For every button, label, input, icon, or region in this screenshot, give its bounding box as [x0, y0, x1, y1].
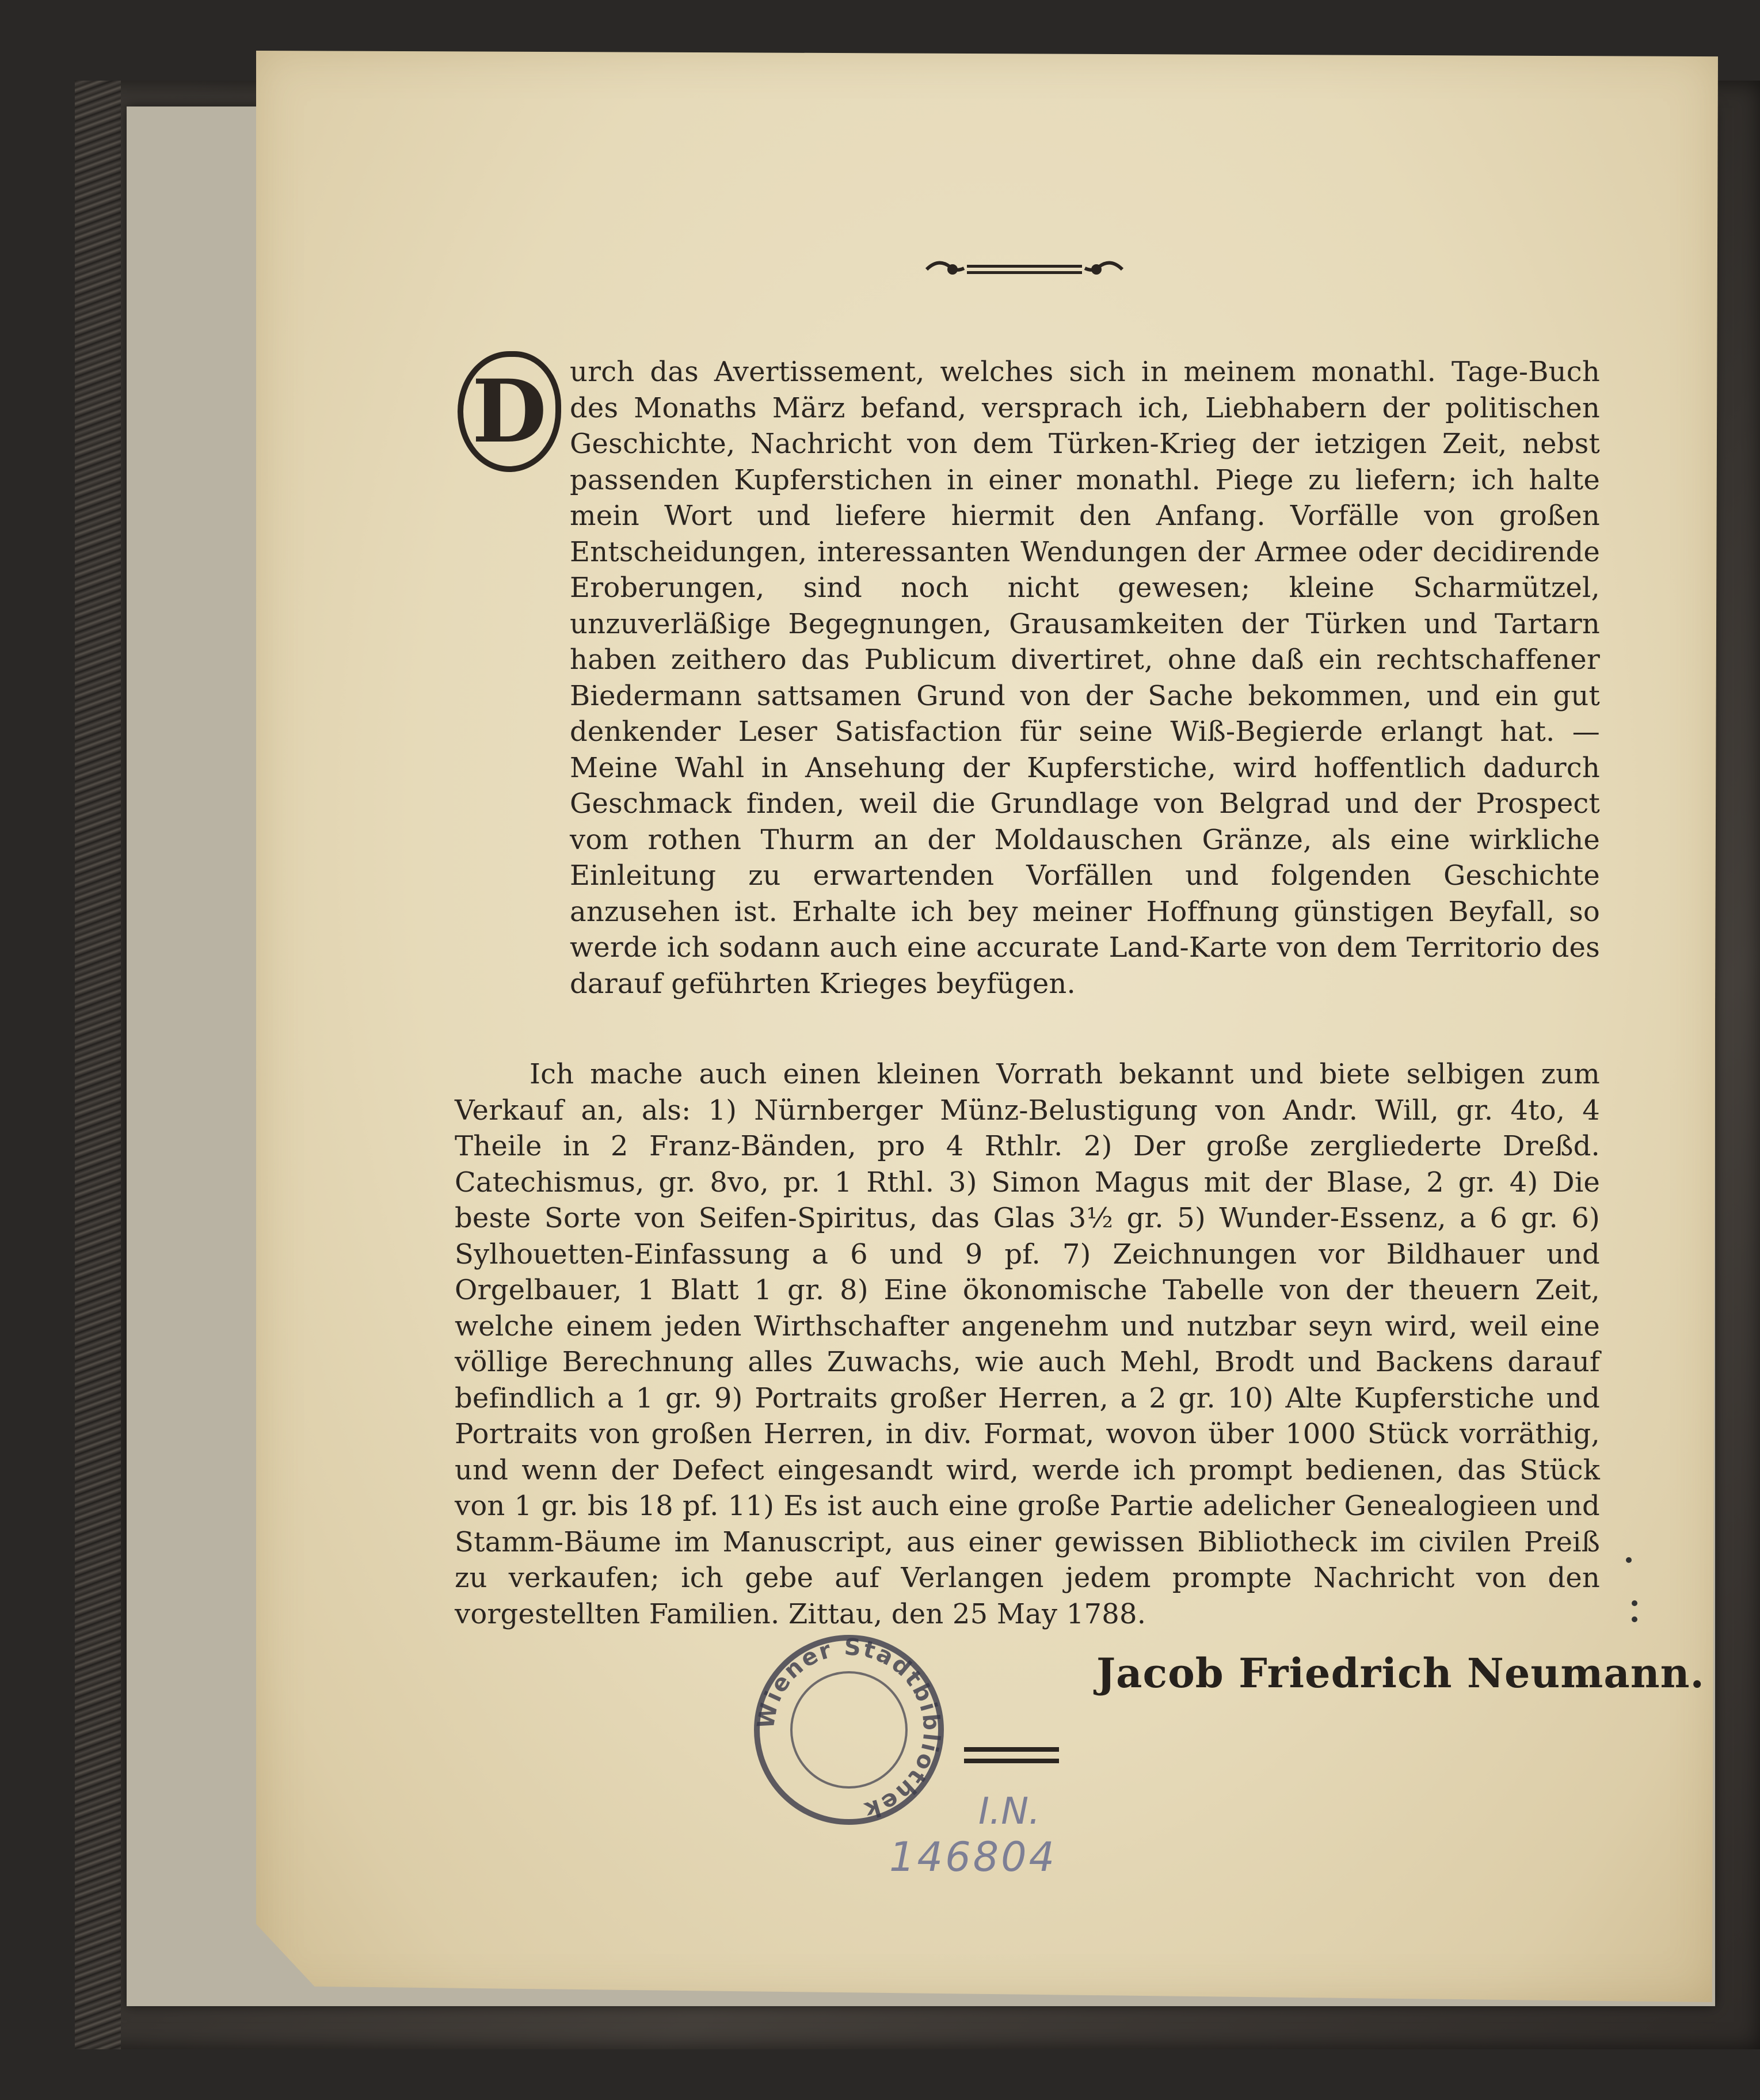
header-ornament	[921, 252, 1128, 287]
stamp-text: Wiener Stadtbibliothek	[752, 1634, 945, 1824]
paragraph-announcement	[455, 354, 1600, 1002]
inventory-number: 146804	[889, 1833, 1057, 1881]
signature: Jacob Friedrich Neumann.	[1096, 1649, 1705, 1697]
closing-double-rule	[964, 1747, 1059, 1763]
library-stamp	[748, 1629, 950, 1831]
drop-cap: D	[458, 351, 561, 472]
inventory-label: I.N.	[978, 1790, 1041, 1833]
paragraph-announcement-text: urch das Avertissement, welches sich in meinem monathl. Tage-Buch des Monaths März befand, versprach ich, Liebhabern der politischen Geschichte, Nachricht von dem Türken-Krieg der ietzigen Zeit, nebst passenden Kupferstichen in einer monathl. Piege zu liefern; ich halte mein Wort und liefere hiermit den Anfang. Vorfälle von großen Entscheidungen, interessanten Wendungen der Armee oder decidirende Eroberungen, sind noch nicht gewesen; kleine Scharmützel, unzuverläßige Begegnungen, Grausamkeiten der Türken und Tartarn haben zeithero das Publicum divertiret, ohne daß ein rechtschaffener Biedermann sattsamen Grund von der Sache bekommen, und ein gut denkender Leser Satisfaction für seine Wiß-Begierde erlangt hat. — Meine Wahl in Ansehung der Kupferstiche, wird hoffentlich dadurch Geschmack finden, weil die Grundlage von Belgrad und der Prospect vom rothen Thurm an der Moldauschen Gränze, als eine wirkliche Einleitung zu erwartenden Vorfällen und folgenden Geschichte anzusehen ist. Erhalte ich bey meiner Hoffnung günstigen Beyfall, so werde ich sodann auch eine accurate Land-Karte von dem Territorio des darauf geführten Krieges beyfügen.	[570, 356, 1600, 1000]
body-text	[455, 354, 1600, 1632]
ink-dot	[1632, 1616, 1637, 1622]
cover-marbled-edge	[75, 81, 121, 2049]
paragraph-sale-list: Ich mache auch einen kleinen Vorrath bekannt und biete selbigen zum Verkauf an, als: 1) Nürnberger Münz-Belustigung von Andr. Will, gr. 4to, 4 Theile in 2 Franz-Bänden, pro 4 Rthlr. 2) Der große zergliederte Dreßd. Catechismus, gr. 8vo, pr. 1 Rthl. 3) Simon Magus mit der Blase, 2 gr. 4) Die beste Sorte von Seifen-Spiritus, das Glas 3½ gr. 5) Wunder-Essenz, a 6 gr. 6) Sylhouetten-Einfassung a 6 und 9 pf. 7) Zeichnungen vor Bildhauer und Orgelbauer, 1 Blatt 1 gr. 8) Eine ökonomische Tabelle von der theuern Zeit, welche einem jeden Wirthschafter angenehm und nutzbar seyn wird, weil eine völlige Berechnung alles Zuwachs, wie auch Mehl, Brodt und Backens darauf befindlich a 1 gr. 9) Portraits großer Herren, a 2 gr. 10) Alte Kupferstiche und Portraits von großen Herren, in div. Format, wovon über 1000 Stück vorräthig, und wenn der Defect eingesandt wird, werde ich prompt bedienen, das Stück von 1 gr. bis 18 pf. 11) Es ist auch eine große Partie adelicher Genealogieen und Stamm-Bäume im Manuscript, aus einer gewissen Bibliotheck im civilen Preiß zu verkaufen; ich gebe auf Verlangen jedem prompte Nachricht von den vorgestellten Familien. Zittau, den 25 May 1788.	[455, 1058, 1600, 1630]
ink-dot	[1632, 1600, 1637, 1606]
ink-dot	[1626, 1557, 1632, 1563]
